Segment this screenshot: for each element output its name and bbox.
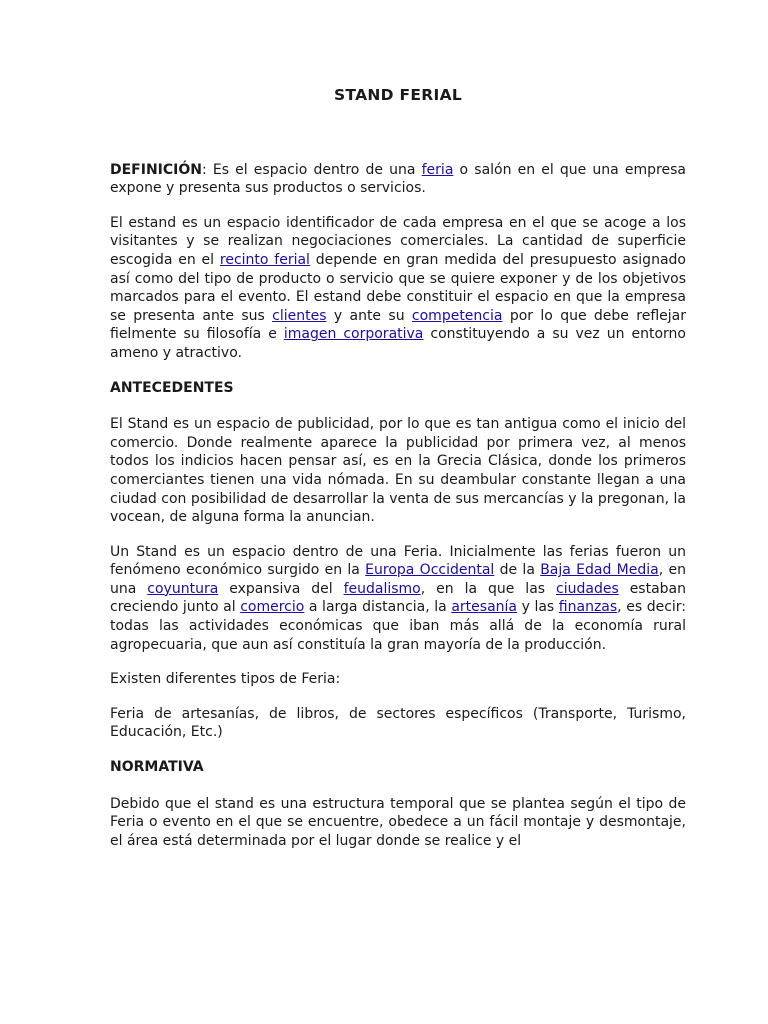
paragraph-normativa: Debido que el stand es una estructura temporal que se plantea según el tipo de Feria o evento en el que se encuentre, obedece a un fácil montaje y desmontaje, el área está determinada por el lugar donde se realice y el [110, 795, 686, 849]
text-segment: por lo que debe reflejar fielmente su filosofía e [110, 307, 686, 343]
text-segment: y las [517, 599, 559, 616]
link-imagen-corporativa[interactable]: imagen corporativa [283, 326, 424, 343]
paragraph-antecedentes: El Stand es un espacio de publicidad, por lo que es tan antigua como el inicio del comercio. Donde realmente aparece la publicidad por primera vez, al menos todos los indicios hacen pensar así, es en la Grecia Clásica, donde los primeros comerciantes tienen una vida nómada. En su deambular constante llegan a una ciudad con posibilidad de desarrollar la venta de sus mercancías y la pregonan, la vocean, de alguna forma la anuncian. [110, 416, 686, 526]
text-segment: El estand es un espacio identificador de cada empresa en el que se acoge a los visitantes y se realizan negociaciones comerciales. La cantidad de superficie escogida en el [110, 214, 686, 268]
document-page [110, 86, 686, 866]
link-comercio[interactable]: comercio [240, 599, 305, 616]
text-segment: constituyendo a su vez un entorno ameno y atractivo. [110, 326, 686, 361]
paragraph-lista-ferias: Feria de artesanías, de libros, de sectores específicos (Transporte, Turismo, Educación, Etc.) [110, 705, 686, 741]
link-competencia[interactable]: competencia [411, 307, 503, 324]
link-baja-edad-media[interactable]: Baja Edad Media [540, 562, 659, 579]
link-recinto-ferial[interactable]: recinto ferial [219, 251, 310, 268]
link-feudalismo[interactable]: feudalismo [343, 580, 421, 597]
paragraph-definicion [110, 161, 686, 198]
text-segment: : Es el espacio dentro de una [201, 161, 422, 178]
link-coyuntura[interactable]: coyuntura [147, 580, 219, 597]
text-segment: Un Stand es un espacio dentro de una Feria. Inicialmente las ferias fueron un fenómeno económico surgido en la [110, 543, 686, 579]
text-segment: , en la que las [420, 580, 557, 597]
text-segment: , es decir: todas las actividades económicas que iban más allá de la economía rural agropecuaria, que aun así constituía la gran mayoría de la producción. [110, 599, 687, 653]
definicion-label: DEFINICIÓN [110, 161, 202, 178]
link-feria[interactable]: feria [421, 161, 454, 178]
text-segment: expansiva del [218, 580, 344, 597]
text-segment: o salón en el que una empresa expone y presenta sus productos o servicios. [110, 161, 686, 197]
link-artesania[interactable]: artesanía [451, 599, 517, 616]
link-ciudades[interactable]: ciudades [556, 580, 619, 597]
text-segment: y ante su [326, 307, 412, 324]
paragraph-feria-historia [110, 543, 686, 655]
link-clientes[interactable]: clientes [272, 307, 327, 324]
text-segment: depende en gran medida del presupuesto asignado así como del tipo de producto o servicio que se quiere exponer y de los objetivos marcados para el evento. El estand debe constituir el espacio en que la empresa se presenta ante sus [110, 251, 686, 324]
heading-antecedentes: ANTECEDENTES [110, 379, 234, 396]
text-segment: , en una [110, 562, 686, 597]
link-europa-occidental[interactable]: Europa Occidental [365, 562, 495, 579]
text-segment: de la [494, 562, 541, 579]
link-finanzas[interactable]: finanzas [558, 599, 618, 616]
heading-normativa: NORMATIVA [110, 759, 204, 776]
text-segment: estaban creciendo junto al [110, 580, 687, 616]
paragraph-tipos-feria: Existen diferentes tipos de Feria: [110, 671, 341, 688]
text-segment: a larga distancia, la [304, 599, 452, 616]
document-title: STAND FERIAL [333, 86, 463, 104]
paragraph-estand [110, 214, 686, 363]
